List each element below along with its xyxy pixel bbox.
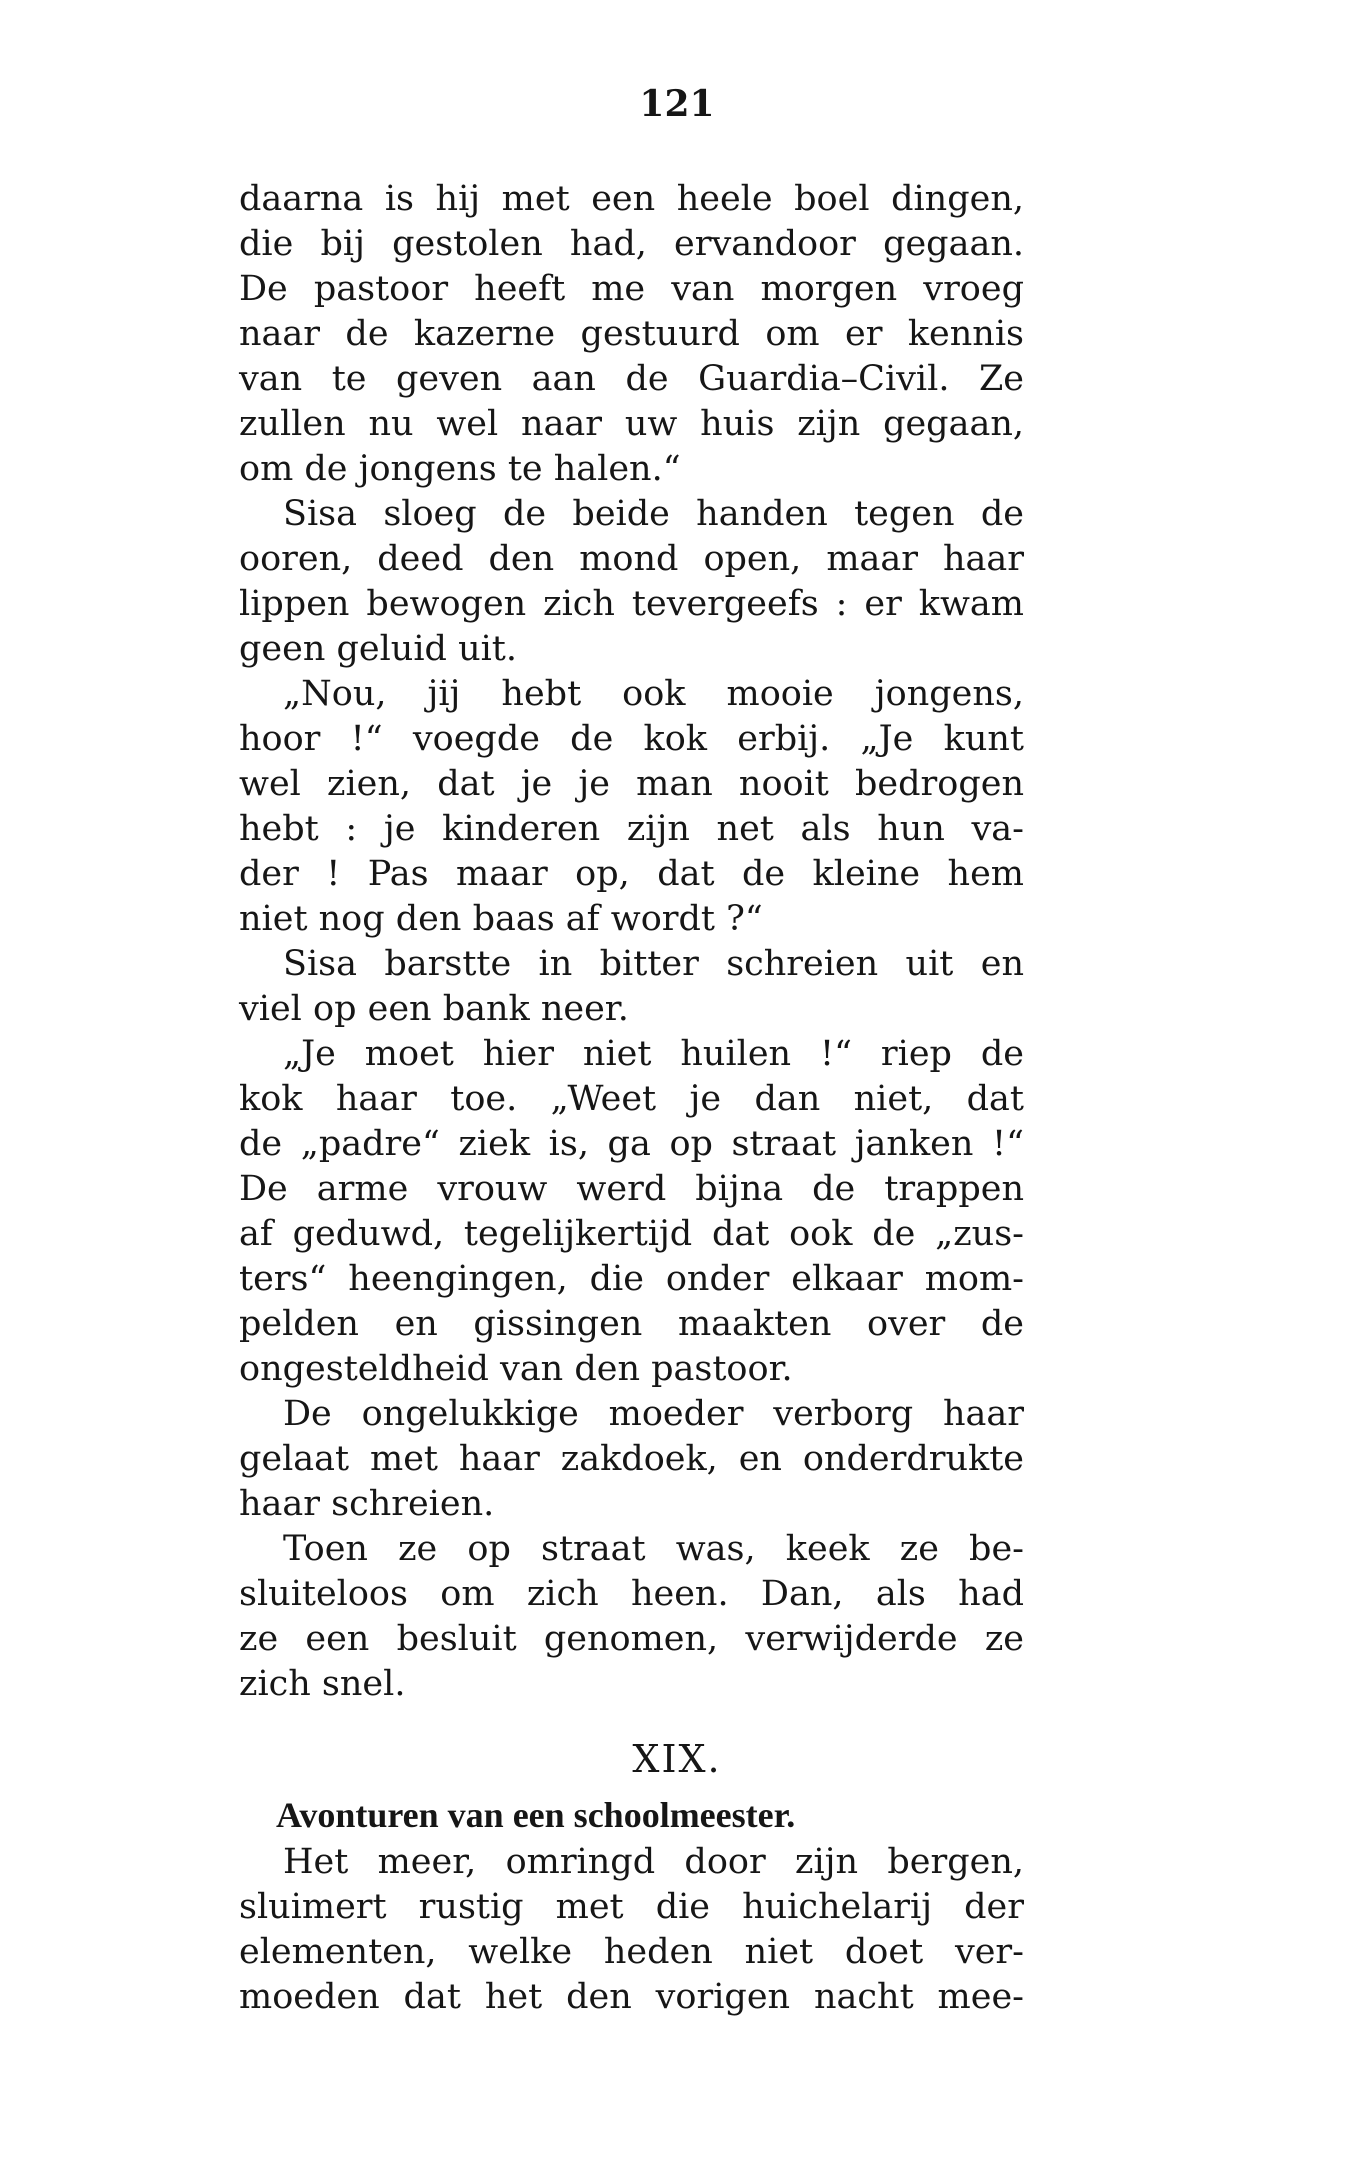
text-line: der ! Pas maar op, dat de kleine hem [239, 854, 1024, 894]
text-line: hebt : je kinderen zijn net als hun va- [239, 809, 1024, 849]
text-line: Sisa barstte in bitter schreien uit en [283, 944, 1024, 984]
text-line: af geduwd, tegelijkertijd dat ook de „zus- [239, 1214, 1024, 1254]
chapter-text-line: sluimert rustig met die huichelarij der [239, 1887, 1024, 1927]
text-line: De arme vrouw werd bijna de trappen [239, 1169, 1024, 1209]
chapter-number: XIX. [632, 1737, 722, 1781]
text-line: de „padre“ ziek is, ga op straat janken !“ [239, 1124, 1024, 1164]
text-line: haar schreien. [239, 1484, 495, 1524]
text-line: „Nou, jij hebt ook mooie jongens, [283, 674, 1024, 714]
text-line: ters“ heengingen, die onder elkaar mom- [239, 1259, 1024, 1299]
text-line: geen geluid uit. [239, 629, 518, 669]
text-line: kok haar toe. „Weet je dan niet, dat [239, 1079, 1024, 1119]
text-line: De pastoor heeft me van morgen vroeg [239, 269, 1024, 309]
text-line: gelaat met haar zakdoek, en onderdrukte [239, 1439, 1024, 1479]
text-line: hoor !“ voegde de kok erbij. „Je kunt [239, 719, 1024, 759]
text-line: zich snel. [239, 1664, 406, 1704]
text-line: lippen bewogen zich tevergeefs : er kwam [239, 584, 1024, 624]
text-line: ongesteldheid van den pastoor. [239, 1349, 793, 1389]
text-line: „Je moet hier niet huilen !“ riep de [283, 1034, 1024, 1074]
text-line: daarna is hij met een heele boel dingen, [239, 179, 1024, 219]
text-line: niet nog den baas af wordt ?“ [239, 899, 763, 939]
text-line: De ongelukkige moeder verborg haar [283, 1394, 1024, 1434]
chapter-title: Avonturen van een schoolmeester. [276, 1795, 796, 1835]
page-number: 121 [639, 83, 715, 125]
text-line: pelden en gissingen maakten over de [239, 1304, 1024, 1344]
text-line: om de jongens te halen.“ [239, 449, 681, 489]
text-line: wel zien, dat je je man nooit bedrogen [239, 764, 1024, 804]
text-line: viel op een bank neer. [239, 989, 629, 1029]
chapter-text-line: elementen, welke heden niet doet ver- [239, 1932, 1024, 1972]
text-line: zullen nu wel naar uw huis zijn gegaan, [239, 404, 1024, 444]
text-line: sluiteloos om zich heen. Dan, als had [239, 1574, 1024, 1614]
text-line: ooren, deed den mond open, maar haar [239, 539, 1024, 579]
text-line: Sisa sloeg de beide handen tegen de [283, 494, 1024, 534]
text-line: van te geven aan de Guardia–Civil. Ze [239, 359, 1024, 399]
text-line: Toen ze op straat was, keek ze be- [283, 1529, 1024, 1569]
chapter-text-line: moeden dat het den vorigen nacht mee- [239, 1977, 1024, 2017]
text-line: ze een besluit genomen, verwijderde ze [239, 1619, 1024, 1659]
text-line: die bij gestolen had, ervandoor gegaan. [239, 224, 1024, 264]
text-line: naar de kazerne gestuurd om er kennis [239, 314, 1024, 354]
chapter-text-line: Het meer, omringd door zijn bergen, [283, 1842, 1024, 1882]
